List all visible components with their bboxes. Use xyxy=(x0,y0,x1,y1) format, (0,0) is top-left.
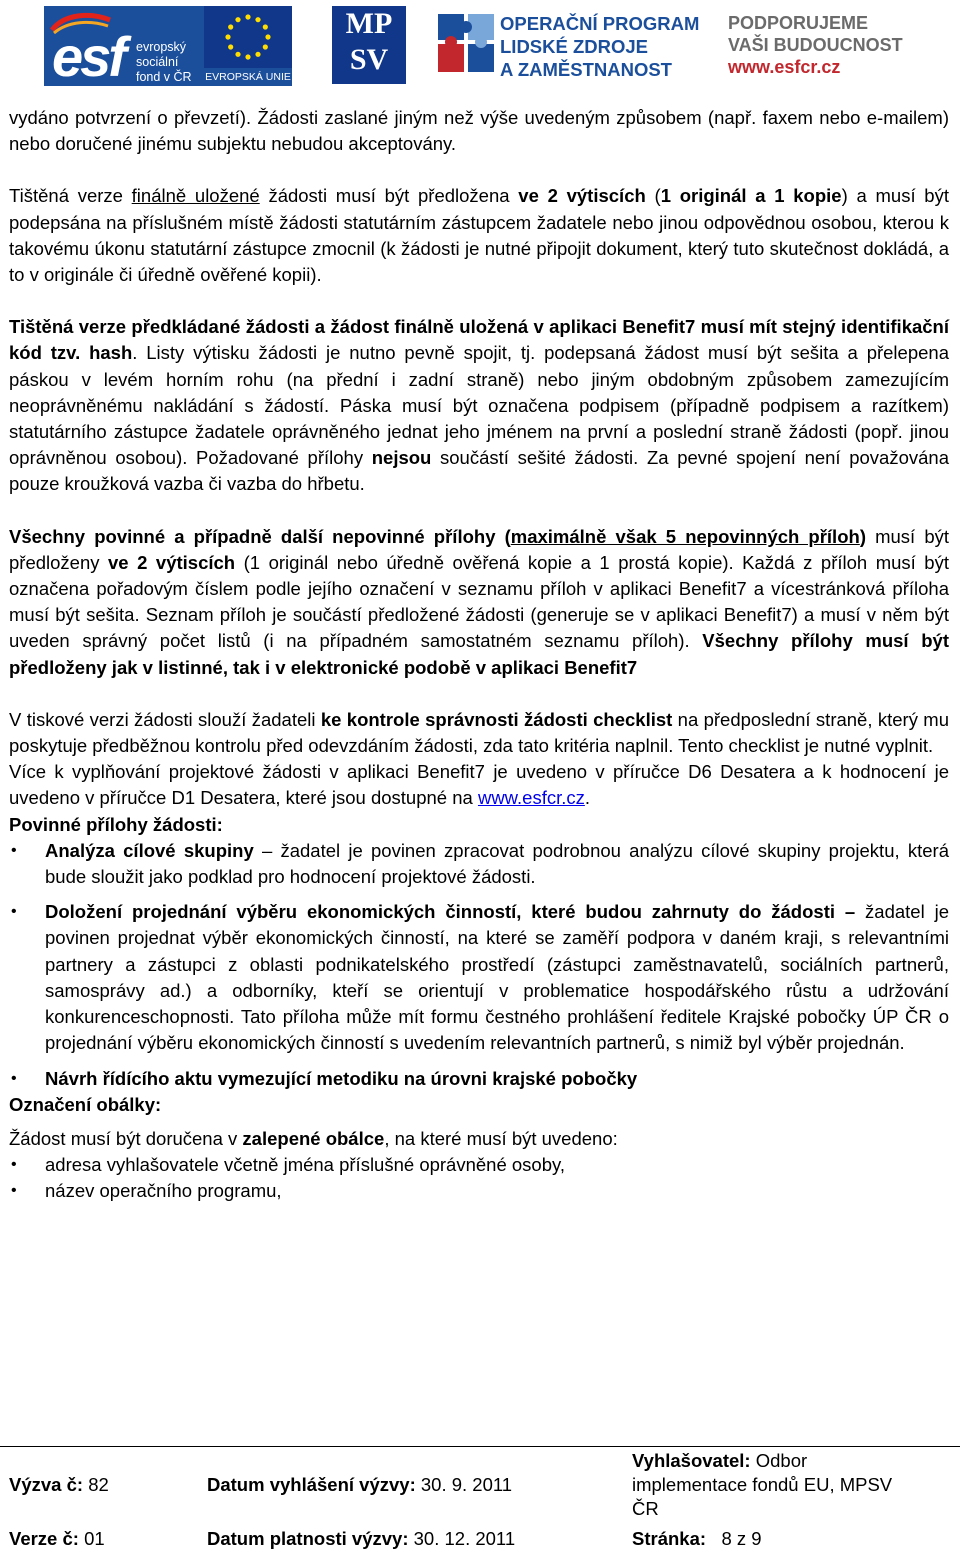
bold-text: ve 2 výtiscích xyxy=(518,185,646,207)
footer-label: Vyhlašovatel: xyxy=(632,1450,751,1471)
document-body xyxy=(9,105,949,1205)
eu-star xyxy=(255,17,260,22)
text: název operačního programu, xyxy=(45,1180,282,1202)
envelope-list xyxy=(9,1152,949,1204)
op-text-line: A ZAMĚSTNANOST xyxy=(500,59,672,80)
eu-flag-icon xyxy=(204,6,292,68)
mpsv-logo xyxy=(332,6,406,84)
list-item xyxy=(9,1178,949,1204)
bold-text: ve 2 výtiscích xyxy=(108,551,236,573)
list-item xyxy=(9,1066,949,1092)
bullet-icon: • xyxy=(11,903,17,921)
esfcr-link[interactable]: www.esfcr.cz xyxy=(477,787,585,809)
esf-mark: esf xyxy=(52,25,124,88)
bold-underlined-text: maximálně však 5 nepovinných příloh xyxy=(510,525,860,547)
bold-text: Analýza cílové skupiny xyxy=(45,839,254,861)
bold-text: ke kontrole správnosti žádosti checklist xyxy=(320,708,673,730)
esf-text-line: fond v ČR xyxy=(136,70,192,84)
support-url[interactable]: www.esfcr.cz xyxy=(728,57,841,77)
text: Více k vyplňování projektové žádosti v aplikaci Benefit7 je uvedeno v příručce D6 Desatera a k hodnocení je uvedeno v příručce D1 Desatera, které jsou dostupné na xyxy=(9,761,949,809)
list-item xyxy=(9,838,949,890)
section-heading-envelope: Označení obálky: xyxy=(9,1093,162,1115)
footer-value: Odbor xyxy=(755,1450,808,1471)
footer-value: 30. 9. 2011 xyxy=(420,1474,513,1495)
bold-text: zalepené obálce xyxy=(242,1127,385,1149)
paragraph-4 xyxy=(9,524,949,681)
footer-label: Verze č: xyxy=(9,1528,79,1549)
paragraph-2 xyxy=(9,183,949,288)
paragraph-5 xyxy=(9,707,949,759)
eu-star xyxy=(228,44,233,49)
bullet-icon: • xyxy=(11,841,17,859)
footer-label: Datum vyhlášení výzvy: xyxy=(207,1474,416,1495)
eu-star xyxy=(263,44,268,49)
text: . xyxy=(584,787,591,809)
footer-vyhlasovatel xyxy=(632,1449,952,1521)
list-item xyxy=(9,1152,949,1178)
support-slogan xyxy=(728,12,903,78)
eu-star xyxy=(255,52,260,57)
bold-text: Všechny povinné a případně další nepovinné přílohy ( xyxy=(9,525,511,547)
esf-logo xyxy=(44,6,292,86)
footer-label: Datum platnosti výzvy: xyxy=(207,1528,409,1549)
text: musí být předloženy xyxy=(9,525,949,573)
paragraph-3 xyxy=(9,314,949,497)
text: Žádost musí být doručena v xyxy=(9,1127,243,1149)
text: žádosti musí být předložena xyxy=(259,185,519,207)
op-program-name xyxy=(500,12,699,81)
bullet-icon: • xyxy=(11,1156,17,1174)
eu-star xyxy=(265,34,270,39)
bullet-icon: • xyxy=(11,1069,17,1087)
bold-text: Tištěná verze předkládané žádosti a žádost finálně uložená v aplikaci Benefit7 musí mít stejný identifikační kód tzv. hash xyxy=(9,316,949,364)
attachments-list xyxy=(9,838,949,1092)
paragraph-1 xyxy=(9,105,949,157)
text: ( xyxy=(645,185,661,207)
footer-vyhlaseni xyxy=(207,1473,512,1497)
footer-label: Výzva č: xyxy=(9,1474,84,1495)
page-footer xyxy=(0,1446,960,1559)
text: – žadatel je povinen zpracovat podrobnou analýzu cílové skupiny projektu, která bude sloužit jako podklad pro hodnocení projektové žádosti. xyxy=(45,839,949,888)
text: adresa vyhlašovatele včetně jména příslušné oprávněné osoby, xyxy=(45,1154,566,1176)
text: na předposlední straně, který mu poskytuje předběžnou kontrolu před odevzdáním žádosti, zda tato kritéria naplnil. Tento checklist je nutné vyplnit. xyxy=(9,708,949,757)
page-number: 8 z 9 xyxy=(721,1528,762,1549)
footer-vyzva xyxy=(9,1473,109,1497)
eu-star xyxy=(245,54,250,59)
mpsv-line: MP xyxy=(345,7,393,40)
eu-star xyxy=(225,34,230,39)
bold-text: ) xyxy=(859,525,866,547)
support-line: PODPORUJEME xyxy=(728,13,869,33)
section-heading-attachments: Povinné přílohy žádosti: xyxy=(9,813,223,835)
text: . Listy výtisku žádosti je nutno pevně spojit, tj. podepsaná žádost musí být sešita a přelepena páskou v levém horním rohu (na přední i zadní straně) nebo jiným obdobným způsobem zamezujícím neoprávněnému nakládání s žádostí. Páska musí být označena podpisem (případně podpisem a razítkem) statutárního zástupce žadatele oprávněného jednat jeho jménem na první a poslední straně žádosti (popř. jinou oprávněnou osobou). Požadované přílohy xyxy=(9,342,949,469)
eu-star xyxy=(235,17,240,22)
op-puzzle-icon xyxy=(436,12,498,76)
footer-verze xyxy=(9,1527,105,1551)
envelope-intro xyxy=(9,1126,949,1152)
bold-text: Návrh řídícího aktu vymezující metodiku na úrovni krajské pobočky xyxy=(45,1067,638,1089)
footer-platnost xyxy=(207,1527,515,1551)
underlined-text: finálně uložené xyxy=(131,185,260,207)
text: , na které musí být uvedeno: xyxy=(384,1127,618,1149)
eu-label: EVROPSKÁ UNIE xyxy=(205,71,291,83)
text: žadatel je povinen projednat výběr ekonomických činností, na které se zaměří podpora v daném kraji, s relevantními partnery a zástupci z oblasti podnikatelského prostředí (zástupci zaměstnavatelů, sociálních partnerů, samosprávy ad.) a odborníky, kteří se orientují v problematice hospodářského růstu a udržování konkurenceschopnosti. Tato příloha může mít formu čestného prohlášení ředitele Krajské pobočky ÚP ČR o projednání výběru ekonomických činností s uvedením relevantních partnerů, s nimiž byl výběr projednán. xyxy=(45,901,949,1054)
text: vydáno potvrzení o převzetí). Žádosti zaslané jiným než výše uvedeným způsobem (např. faxem nebo e-mailem) nebo doručené jinému subjektu nebudou akceptovány. xyxy=(9,107,949,155)
footer-value: implementace fondů EU, MPSV xyxy=(632,1474,893,1495)
list-item xyxy=(9,899,949,1056)
header-logo-bar xyxy=(0,0,960,96)
footer-stranka xyxy=(632,1527,762,1551)
bold-text: 1 originál a 1 kopie xyxy=(660,185,842,207)
eu-star xyxy=(235,52,240,57)
esf-text-line: evropský xyxy=(136,40,187,54)
paragraph-6 xyxy=(9,759,949,811)
op-text-line: LIDSKÉ ZDROJE xyxy=(500,36,649,57)
footer-value: 82 xyxy=(88,1474,109,1495)
footer-value: 30. 12. 2011 xyxy=(413,1528,516,1549)
mpsv-line: SV xyxy=(349,43,389,76)
esf-text xyxy=(136,40,192,85)
footer-label: Stránka: xyxy=(632,1528,707,1549)
text: Tištěná verze xyxy=(9,185,132,207)
bold-text: nejsou xyxy=(371,447,432,469)
footer-value: 01 xyxy=(84,1528,105,1549)
bold-text: Doložení projednání výběru ekonomických činností, které budou zahrnuty do žádosti – xyxy=(45,901,856,923)
bold-text: Všechny přílohy musí být předloženy jak v listinné, tak i v elektronické podobě v aplikaci Benefit7 xyxy=(9,630,949,678)
eu-star xyxy=(263,24,268,29)
text: V tiskové verzi žádosti slouží žadateli xyxy=(9,708,321,730)
esf-text-line: sociální xyxy=(136,55,179,69)
bullet-icon: • xyxy=(11,1182,17,1200)
eu-star xyxy=(245,14,250,19)
op-text-line: OPERAČNÍ PROGRAM xyxy=(500,13,700,34)
text: (1 originál nebo úředně ověřená kopie a 1 prostá kopie). Každá z příloh musí být označena pořadovým číslem podle jejího označení v seznamu příloh v aplikaci Benefit7 a vícestránková příloha musí být sešita. Seznam příloh je součástí předložené žádosti (generuje se v aplikaci Benefit7) a musí v něm být uveden správný počet listů (i na případném samostatném seznamu příloh). xyxy=(9,551,949,652)
text: ) a musí být podepsána na příslušném místě žádosti statutárním zástupcem žadatele nebo jinou odpovědnou osobou, kterou k takovému úkonu statutární zástupce zmocnil (k žádosti je nutné připojit dokument, který tuto skutečnost dokládá, a to v originále či úředně ověřené kopii). xyxy=(9,185,949,286)
support-line: VAŠI BUDOUCNOST xyxy=(728,35,903,55)
eu-star xyxy=(228,24,233,29)
text: součástí sešité žádosti. Za pevné spojení není považována pouze kroužková vazba či vazba do hřbetu. xyxy=(9,447,950,495)
footer-value: ČR xyxy=(632,1498,659,1519)
